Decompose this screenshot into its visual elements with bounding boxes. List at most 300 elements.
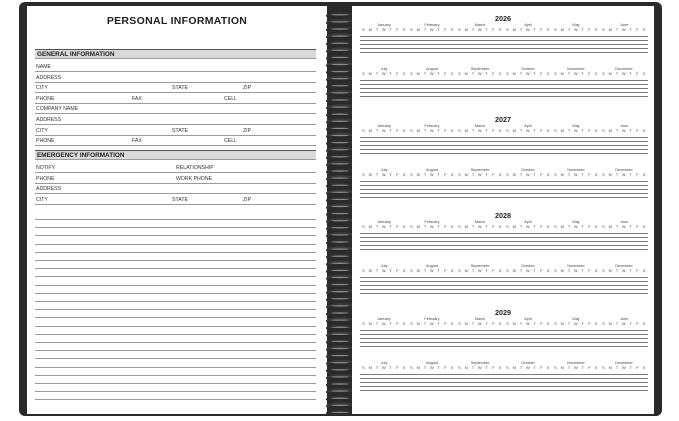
month-name: April xyxy=(524,23,532,27)
weekday-label: T xyxy=(423,225,427,229)
note-line[interactable] xyxy=(35,309,316,310)
weekday-label: S xyxy=(602,322,605,326)
day-row xyxy=(552,374,600,375)
day-row xyxy=(456,334,504,335)
weekday-label: M xyxy=(368,366,372,370)
day-row xyxy=(360,334,408,335)
weekday-label: T xyxy=(629,173,632,177)
day-grid xyxy=(456,372,504,391)
day-row xyxy=(456,137,504,138)
day-row xyxy=(456,233,504,234)
weekday-label: T xyxy=(533,72,536,76)
weekday-row xyxy=(552,225,600,229)
day-row xyxy=(552,289,600,290)
note-line[interactable] xyxy=(35,399,316,400)
spiral-ring-highlight xyxy=(331,185,349,186)
day-row xyxy=(408,374,456,375)
weekday-label: T xyxy=(375,225,379,229)
day-row xyxy=(360,44,408,45)
weekday-label: F xyxy=(444,225,447,229)
day-grid xyxy=(504,34,552,53)
day-row xyxy=(408,185,456,186)
weekday-row xyxy=(456,322,504,326)
day-row xyxy=(552,80,600,81)
weekday-label: S xyxy=(410,28,413,32)
form-row[interactable] xyxy=(35,195,316,205)
month-name: September xyxy=(470,264,490,268)
weekday-label: M xyxy=(368,225,372,229)
weekday-label: W xyxy=(621,322,626,326)
weekday-label: M xyxy=(608,129,612,133)
spiral-ring-highlight xyxy=(331,270,349,271)
weekday-row xyxy=(504,269,552,273)
weekday-label: M xyxy=(368,129,372,133)
day-row xyxy=(600,237,648,238)
note-line[interactable] xyxy=(35,326,316,327)
day-grid xyxy=(360,78,408,97)
day-row xyxy=(600,44,648,45)
month-name: January xyxy=(377,124,391,128)
field-label: FAX xyxy=(132,138,142,145)
note-line[interactable] xyxy=(35,350,316,351)
day-grid xyxy=(456,78,504,97)
month-name: August xyxy=(426,67,438,71)
day-grid xyxy=(456,34,504,53)
day-row xyxy=(600,193,648,194)
spiral-ring-highlight xyxy=(331,241,349,242)
note-line[interactable] xyxy=(35,244,316,245)
day-grid xyxy=(504,231,552,250)
weekday-label: S xyxy=(642,322,646,326)
form-row[interactable] xyxy=(35,62,316,72)
day-row xyxy=(552,153,600,154)
day-row xyxy=(360,245,408,246)
weekday-label: T xyxy=(629,72,632,76)
form-row[interactable] xyxy=(35,136,316,146)
weekday-row xyxy=(504,225,552,229)
field-label: PHONE xyxy=(36,138,55,145)
form-row[interactable] xyxy=(35,126,316,136)
weekday-label: W xyxy=(429,173,434,177)
form-row[interactable] xyxy=(35,94,316,104)
spiral-ring-highlight xyxy=(331,206,349,207)
weekday-row xyxy=(456,366,504,370)
day-grid xyxy=(408,34,456,53)
day-row xyxy=(456,40,504,41)
weekday-label: S xyxy=(602,269,605,273)
weekday-label: T xyxy=(615,322,619,326)
day-row xyxy=(408,330,456,331)
spiral-ring-highlight xyxy=(331,177,349,178)
weekday-label: F xyxy=(588,225,591,229)
day-row xyxy=(360,277,408,278)
day-row xyxy=(504,44,552,45)
month-name: June xyxy=(619,220,629,224)
field-label: WORK PHONE xyxy=(176,175,213,182)
day-row xyxy=(600,342,648,343)
weekday-row xyxy=(360,366,408,370)
weekday-label: S xyxy=(362,173,365,177)
weekday-label: S xyxy=(642,173,646,177)
day-row xyxy=(408,338,456,339)
spiral-ring-highlight xyxy=(331,355,349,356)
weekday-label: M xyxy=(512,269,516,273)
weekday-label: T xyxy=(615,225,619,229)
weekday-label: F xyxy=(540,225,543,229)
day-row xyxy=(504,233,552,234)
note-line[interactable] xyxy=(35,391,316,392)
weekday-label: T xyxy=(375,269,379,273)
weekday-label: T xyxy=(471,269,475,273)
weekday-label: S xyxy=(506,269,509,273)
day-row xyxy=(504,330,552,331)
day-row xyxy=(600,289,648,290)
day-row xyxy=(456,193,504,194)
weekday-label: F xyxy=(396,366,399,370)
day-row xyxy=(504,92,552,93)
weekday-row xyxy=(360,28,408,32)
day-row xyxy=(504,96,552,97)
weekday-label: T xyxy=(375,28,379,32)
day-row xyxy=(456,185,504,186)
day-row xyxy=(360,289,408,290)
spiral-ring-highlight xyxy=(331,170,349,171)
weekday-label: T xyxy=(471,173,475,177)
day-row xyxy=(408,277,456,278)
weekday-label: S xyxy=(498,129,502,133)
day-row xyxy=(456,237,504,238)
weekday-label: S xyxy=(602,72,605,76)
day-grid xyxy=(600,179,648,198)
day-row xyxy=(504,386,552,387)
day-grid xyxy=(552,372,600,391)
day-row xyxy=(408,52,456,53)
day-row xyxy=(552,338,600,339)
day-row xyxy=(360,181,408,182)
note-line[interactable] xyxy=(35,334,316,335)
weekday-label: S xyxy=(362,225,365,229)
weekday-label: M xyxy=(416,225,420,229)
weekday-label: S xyxy=(594,173,598,177)
day-row xyxy=(504,378,552,379)
weekday-label: S xyxy=(642,366,646,370)
field-label: ZIP xyxy=(243,127,252,134)
day-row xyxy=(504,338,552,339)
spiral-ring-highlight xyxy=(331,305,349,306)
day-row xyxy=(504,390,552,391)
day-grid xyxy=(360,275,408,294)
day-grid xyxy=(360,328,408,347)
weekday-label: F xyxy=(636,322,639,326)
day-row xyxy=(408,281,456,282)
weekday-label: F xyxy=(540,269,543,273)
weekday-label: M xyxy=(608,28,612,32)
weekday-label: F xyxy=(396,225,399,229)
day-row xyxy=(600,334,648,335)
weekday-label: S xyxy=(410,366,413,370)
weekday-label: W xyxy=(621,269,626,273)
emergency-information-header: EMERGENCY INFORMATION xyxy=(35,150,316,160)
form-row[interactable] xyxy=(35,115,316,125)
weekday-label: T xyxy=(485,72,488,76)
form-row[interactable] xyxy=(35,104,316,114)
day-row xyxy=(504,193,552,194)
year-label: 2028 xyxy=(495,211,511,220)
note-line[interactable] xyxy=(35,383,316,384)
weekday-label: W xyxy=(525,322,530,326)
form-row[interactable] xyxy=(35,73,316,83)
note-line[interactable] xyxy=(35,268,316,269)
weekday-label: M xyxy=(560,28,564,32)
field-label: CELL xyxy=(224,138,237,145)
spiral-ring-highlight xyxy=(331,121,349,122)
weekday-label: S xyxy=(458,366,461,370)
weekday-label: S xyxy=(362,28,365,32)
weekday-label: S xyxy=(642,129,646,133)
weekday-label: F xyxy=(540,322,543,326)
day-row xyxy=(552,189,600,190)
note-line[interactable] xyxy=(35,276,316,277)
day-row xyxy=(360,185,408,186)
day-row xyxy=(552,241,600,242)
day-row xyxy=(504,36,552,37)
day-row xyxy=(456,48,504,49)
day-row xyxy=(600,293,648,294)
weekday-label: M xyxy=(464,129,468,133)
weekday-label: F xyxy=(588,366,591,370)
weekday-label: S xyxy=(402,225,406,229)
weekday-label: S xyxy=(506,225,509,229)
weekday-label: W xyxy=(525,225,530,229)
weekday-label: T xyxy=(567,322,571,326)
weekday-label: S xyxy=(554,28,557,32)
note-line[interactable] xyxy=(35,285,316,286)
weekday-label: F xyxy=(636,72,639,76)
weekday-label: S xyxy=(546,269,550,273)
day-grid xyxy=(360,135,408,154)
weekday-label: S xyxy=(410,269,413,273)
weekday-row xyxy=(408,129,456,133)
yearly-calendar-page xyxy=(352,6,654,414)
month-name: December xyxy=(615,264,633,268)
note-line[interactable] xyxy=(35,219,316,220)
day-row xyxy=(408,145,456,146)
weekday-label: T xyxy=(375,72,379,76)
spiral-ring-highlight xyxy=(331,14,349,15)
weekday-label: T xyxy=(533,28,536,32)
month-name: April xyxy=(524,124,532,128)
month-name: September xyxy=(470,67,490,71)
form-row[interactable] xyxy=(35,184,316,194)
weekday-label: S xyxy=(410,225,413,229)
weekday-label: S xyxy=(554,225,557,229)
month-name: April xyxy=(524,317,532,321)
day-row xyxy=(360,48,408,49)
weekday-label: T xyxy=(471,225,475,229)
day-row xyxy=(456,189,504,190)
day-row xyxy=(552,390,600,391)
day-grid xyxy=(600,34,648,53)
note-line[interactable] xyxy=(35,235,316,236)
weekday-label: S xyxy=(506,366,509,370)
day-row xyxy=(552,233,600,234)
day-row xyxy=(360,390,408,391)
weekday-label: F xyxy=(444,322,447,326)
day-row xyxy=(408,96,456,97)
weekday-label: S xyxy=(410,322,413,326)
note-line[interactable] xyxy=(35,342,316,343)
weekday-label: S xyxy=(642,269,646,273)
day-row xyxy=(600,241,648,242)
spiral-ring-highlight xyxy=(331,71,349,72)
weekday-label: S xyxy=(546,366,550,370)
field-label: NAME xyxy=(36,64,51,70)
weekday-label: T xyxy=(581,322,584,326)
weekday-label: W xyxy=(381,225,386,229)
month-name: November xyxy=(567,264,585,268)
day-grid xyxy=(552,231,600,250)
weekday-label: W xyxy=(429,129,434,133)
weekday-label: S xyxy=(458,72,461,76)
day-grid xyxy=(504,275,552,294)
day-row xyxy=(456,80,504,81)
weekday-label: T xyxy=(423,269,427,273)
weekday-row xyxy=(360,225,408,229)
weekday-label: F xyxy=(636,269,639,273)
note-line[interactable] xyxy=(35,375,316,376)
weekday-row xyxy=(552,28,600,32)
weekday-label: M xyxy=(464,173,468,177)
day-row xyxy=(408,249,456,250)
weekday-label: M xyxy=(464,225,468,229)
field-label: CITY xyxy=(36,196,48,203)
weekday-label: T xyxy=(437,225,440,229)
weekday-row xyxy=(456,269,504,273)
weekday-label: F xyxy=(492,173,495,177)
day-grid xyxy=(600,78,648,97)
day-row xyxy=(600,338,648,339)
day-row xyxy=(408,92,456,93)
field-label: PHONE xyxy=(36,175,55,182)
weekday-label: W xyxy=(525,72,530,76)
weekday-label: F xyxy=(636,129,639,133)
day-grid xyxy=(408,179,456,198)
day-row xyxy=(360,145,408,146)
weekday-label: W xyxy=(525,366,530,370)
page-title: PERSONAL INFORMATION xyxy=(106,15,248,27)
weekday-label: W xyxy=(573,366,578,370)
form-row[interactable] xyxy=(35,83,316,93)
weekday-label: M xyxy=(368,28,372,32)
day-row xyxy=(408,181,456,182)
day-grid xyxy=(456,135,504,154)
day-row xyxy=(408,189,456,190)
month-name: February xyxy=(424,23,440,27)
day-row xyxy=(552,92,600,93)
note-line[interactable] xyxy=(35,252,316,253)
month-name: January xyxy=(377,23,391,27)
form-row[interactable] xyxy=(35,163,316,173)
day-grid xyxy=(360,34,408,53)
day-row xyxy=(360,386,408,387)
weekday-label: T xyxy=(567,72,571,76)
weekday-label: F xyxy=(588,269,591,273)
weekday-label: T xyxy=(567,225,571,229)
day-row xyxy=(552,197,600,198)
month-name: October xyxy=(521,168,535,172)
weekday-label: S xyxy=(602,225,605,229)
day-row xyxy=(360,285,408,286)
day-row xyxy=(552,334,600,335)
weekday-row xyxy=(504,28,552,32)
weekday-label: T xyxy=(485,225,488,229)
spiral-ring-highlight xyxy=(331,78,349,79)
day-row xyxy=(456,197,504,198)
weekday-label: W xyxy=(573,129,578,133)
spiral-ring-highlight xyxy=(331,383,349,384)
weekday-row xyxy=(504,366,552,370)
weekday-label: S xyxy=(410,72,413,76)
note-line[interactable] xyxy=(35,358,316,359)
note-line[interactable] xyxy=(35,301,316,302)
form-row[interactable] xyxy=(35,174,316,184)
weekday-label: S xyxy=(642,72,646,76)
spiral-ring-highlight xyxy=(331,50,349,51)
weekday-row xyxy=(552,173,600,177)
weekday-label: S xyxy=(498,28,502,32)
weekday-row xyxy=(600,269,648,273)
weekday-label: F xyxy=(492,322,495,326)
day-row xyxy=(504,88,552,89)
weekday-label: M xyxy=(512,366,516,370)
weekday-label: M xyxy=(416,366,420,370)
day-row xyxy=(600,36,648,37)
day-row xyxy=(456,330,504,331)
day-row xyxy=(504,149,552,150)
weekday-label: M xyxy=(512,72,516,76)
day-row xyxy=(504,84,552,85)
month-name: February xyxy=(424,124,440,128)
note-line[interactable] xyxy=(35,260,316,261)
spiral-ring-highlight xyxy=(331,142,349,143)
weekday-label: T xyxy=(615,72,619,76)
weekday-label: T xyxy=(629,269,632,273)
day-grid xyxy=(408,78,456,97)
day-row xyxy=(360,249,408,250)
day-row xyxy=(600,197,648,198)
note-line[interactable] xyxy=(35,317,316,318)
note-line[interactable] xyxy=(35,367,316,368)
month-name: January xyxy=(377,220,391,224)
weekday-label: F xyxy=(444,28,447,32)
day-grid xyxy=(504,78,552,97)
note-line[interactable] xyxy=(35,227,316,228)
weekday-row xyxy=(456,225,504,229)
day-row xyxy=(360,237,408,238)
weekday-label: S xyxy=(450,72,454,76)
note-line[interactable] xyxy=(35,293,316,294)
day-row xyxy=(504,189,552,190)
weekday-label: F xyxy=(492,225,495,229)
month-name: February xyxy=(424,220,440,224)
weekday-label: F xyxy=(492,269,495,273)
day-row xyxy=(456,338,504,339)
day-row xyxy=(504,141,552,142)
weekday-label: T xyxy=(581,28,584,32)
day-row xyxy=(600,137,648,138)
weekday-label: T xyxy=(423,173,427,177)
day-row xyxy=(456,374,504,375)
